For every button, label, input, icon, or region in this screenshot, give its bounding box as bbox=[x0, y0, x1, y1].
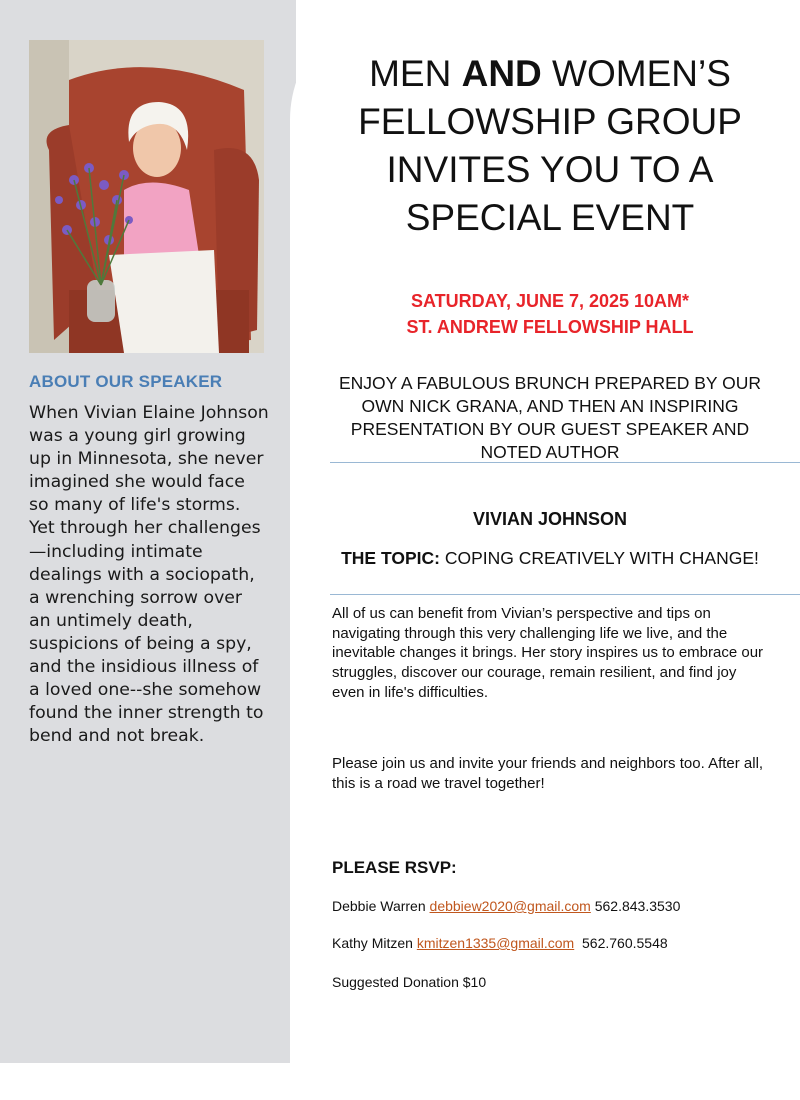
event-location: ST. ANDREW FELLOWSHIP HALL bbox=[406, 317, 694, 337]
event-details bbox=[318, 288, 782, 340]
topic-line bbox=[330, 548, 770, 569]
rsvp-title: PLEASE RSVP: bbox=[332, 858, 457, 877]
contact-email-link[interactable]: kmitzen1335@gmail.com bbox=[416, 935, 575, 951]
speaker-bio: When Vivian Elaine Johnson was a young girl growing up in Minnesota, she never imagined she would face so many of life's storms. Yet through her challenges—including intimate dealings with a sociopath, a wrenching sorrow over an untimely death, suspicions of being a spy, and the insidious illness of a loved one--she somehow found the inner strength to bend and not break. bbox=[29, 403, 269, 747]
body-paragraph: All of us can benefit from Vivian’s perspective and tips on navigating through this very challenging life we live, and the inevitable changes it brings. Her story inspires us to embrace our struggles, discover our courage, remain resilient, and find joy even in life's difficulties. bbox=[332, 605, 764, 701]
headline-part-2: WOMEN’S FELLOWSHIP GROUP INVITES YOU TO A SPECIAL EVENT bbox=[358, 53, 742, 238]
headline-emphasis: AND bbox=[461, 53, 542, 94]
speaker-photo bbox=[29, 40, 264, 353]
donation-note: Suggested Donation $10 bbox=[332, 974, 487, 990]
contact-name: Debbie Warren bbox=[332, 898, 430, 914]
topic-label: THE TOPIC: bbox=[341, 548, 440, 568]
contact-name: Kathy Mitzen bbox=[332, 935, 417, 951]
speaker-name: VIVIAN JOHNSON bbox=[472, 509, 628, 529]
rsvp-contact bbox=[332, 898, 680, 914]
about-speaker-heading: ABOUT OUR SPEAKER bbox=[29, 372, 223, 391]
contact-email-link[interactable]: debbiew2020@gmail.com bbox=[429, 898, 591, 914]
event-description: ENJOY A FABULOUS BRUNCH PREPARED BY OUR OWN NICK GRANA, AND THEN AN INSPIRING PRESENTATION BY OUR GUEST SPEAKER AND NOTED AUTHOR bbox=[338, 373, 762, 462]
event-date-time: SATURDAY, JUNE 7, 2025 10AM* bbox=[410, 291, 690, 311]
contact-phone: 562.843.3530 bbox=[590, 898, 681, 914]
contact-phone: 562.760.5548 bbox=[574, 935, 668, 951]
rsvp-contact bbox=[332, 935, 668, 951]
body-paragraph: Please join us and invite your friends and neighbors too. After all, this is a road we travel together! bbox=[332, 755, 764, 792]
topic-text: COPING CREATIVELY WITH CHANGE! bbox=[439, 548, 759, 568]
headline-part-1: MEN bbox=[369, 53, 462, 94]
event-headline bbox=[318, 50, 782, 242]
divider bbox=[330, 462, 800, 463]
divider bbox=[330, 594, 800, 595]
